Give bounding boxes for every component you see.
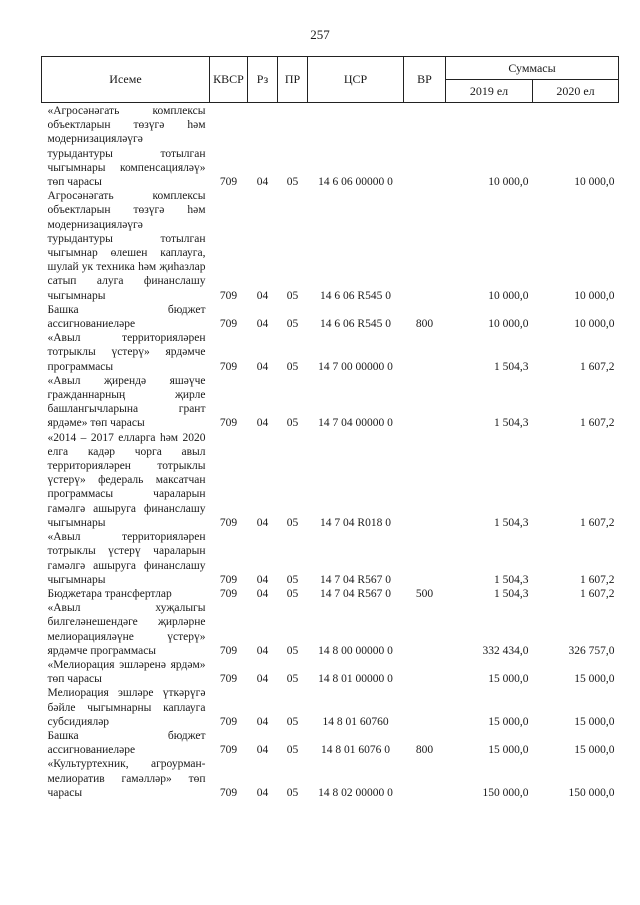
row-2020: 1 607,2 (580, 360, 615, 373)
row-pr: 05 (286, 715, 299, 728)
row-name: «2014 – 2017 елларга һәм 2020 елга кадәр чорга авыл территорияләрен тотрыклы үстерү» федераль максатчан программасы чараларын гамәлгә ашыруга финанслашу чыгымнары (47, 431, 206, 529)
row-pr: 05 (286, 318, 299, 331)
table-row (42, 103, 619, 190)
row-name: Бюджетара трансфертлар (47, 587, 172, 600)
row-vr: 800 (415, 318, 434, 331)
row-2020: 10 000,0 (574, 176, 615, 189)
table-row (42, 431, 619, 530)
header-name: Исеме (42, 57, 210, 103)
row-kvsr: 709 (219, 644, 238, 657)
row-name: «Мелиорация эшләренә ярдәм» төп чарасы (47, 658, 206, 686)
row-2019: 332 434,0 (482, 644, 529, 657)
row-kvsr: 709 (219, 360, 238, 373)
row-rz: 04 (256, 516, 269, 529)
row-pr: 05 (286, 176, 299, 189)
row-2019: 1 504,3 (494, 587, 529, 600)
row-2020: 1 607,2 (580, 516, 615, 529)
row-2019: 10 000,0 (488, 289, 529, 302)
row-2019: 1 504,3 (494, 516, 529, 529)
row-2019: 15 000,0 (488, 673, 529, 686)
row-csr: 14 8 01 6076 0 (321, 744, 390, 757)
table-row (42, 658, 619, 686)
row-pr: 05 (286, 673, 299, 686)
row-kvsr: 709 (219, 673, 238, 686)
row-vr (404, 103, 446, 190)
row-vr (404, 658, 446, 686)
row-vr (404, 331, 446, 374)
page-number: 257 (310, 27, 330, 42)
row-kvsr: 709 (219, 176, 238, 189)
row-kvsr: 709 (219, 516, 238, 529)
table-row (42, 601, 619, 658)
row-kvsr: 709 (219, 587, 238, 600)
row-pr: 05 (286, 644, 299, 657)
row-2019: 15 000,0 (488, 715, 529, 728)
row-pr: 05 (286, 289, 299, 302)
row-2020: 10 000,0 (574, 289, 615, 302)
row-2019: 1 504,3 (494, 417, 529, 430)
row-vr (404, 374, 446, 431)
row-pr: 05 (286, 360, 299, 373)
table-row (42, 331, 619, 374)
header-year-2019: 2019 ел (446, 80, 533, 103)
row-2019: 10 000,0 (488, 176, 529, 189)
row-kvsr: 709 (219, 715, 238, 728)
row-vr (404, 757, 446, 800)
row-kvsr: 709 (219, 417, 238, 430)
row-pr: 05 (286, 587, 299, 600)
header-csr: ЦСР (308, 57, 404, 103)
row-2019: 15 000,0 (488, 744, 529, 757)
row-kvsr: 709 (219, 289, 238, 302)
row-2020: 326 757,0 (568, 644, 615, 657)
row-2019: 1 504,3 (494, 573, 529, 586)
row-2019: 10 000,0 (488, 318, 529, 331)
row-rz: 04 (256, 573, 269, 586)
row-name: «Авыл җирендә яшәүче гражданнарның җирле башлангычларына грант ярдәме» төп чарасы (47, 374, 206, 430)
row-csr: 14 8 01 00000 0 (318, 673, 393, 686)
row-rz: 04 (256, 587, 269, 600)
row-csr: 14 7 04 R567 0 (320, 573, 391, 586)
header-sums: Суммасы (446, 57, 619, 80)
row-rz: 04 (256, 644, 269, 657)
row-pr: 05 (286, 744, 299, 757)
row-kvsr: 709 (219, 744, 238, 757)
row-2020: 1 607,2 (580, 587, 615, 600)
row-2020: 1 607,2 (580, 573, 615, 586)
row-2019: 150 000,0 (482, 786, 529, 799)
row-rz: 04 (256, 744, 269, 757)
row-name: Башка бюджет ассигнованиеләре (47, 303, 206, 331)
row-vr (404, 601, 446, 658)
header-year-2020: 2020 ел (533, 80, 619, 103)
row-name: Мелиорация эшләре үткәрүгә бәйле чыгымнарны каплауга субсидияләр (47, 687, 206, 728)
row-pr: 05 (286, 417, 299, 430)
row-pr: 05 (286, 516, 299, 529)
row-name: Агросәнәгать комплексы объектларын төзүгә һәм модернизацияләүгә турыдантуры тотылган чыгымнар өлешен каплауга, шулай ук техника һәм җиһазлар сатып алуга финанслашу чыгымнары (47, 190, 206, 302)
header-kvsr: КВСР (210, 57, 248, 103)
row-kvsr: 709 (219, 573, 238, 586)
table-row (42, 757, 619, 800)
row-name: «Авыл территорияләрен тотрыклы үстерү» ярдәмче программасы (47, 332, 206, 373)
row-name: Башка бюджет ассигнованиеләре (47, 729, 206, 757)
row-csr: 14 6 06 R545 0 (320, 318, 391, 331)
row-vr (404, 530, 446, 587)
row-csr: 14 7 04 R567 0 (320, 587, 391, 600)
row-2020: 1 607,2 (580, 417, 615, 430)
row-2020: 150 000,0 (568, 786, 615, 799)
table-row (42, 729, 619, 757)
row-csr: 14 8 01 60760 (322, 715, 389, 728)
row-name: «Авыл хуҗалыгы билгеләнешендәге җирләрне мелиорацияләүне үстерү» ярдәмче программасы (47, 602, 206, 657)
row-vr: 500 (415, 587, 434, 600)
table-row (42, 189, 619, 303)
header-rz: Рз (248, 57, 278, 103)
row-csr: 14 7 04 00000 0 (318, 417, 393, 430)
row-2019: 1 504,3 (494, 360, 529, 373)
row-pr: 05 (286, 786, 299, 799)
row-kvsr: 709 (219, 318, 238, 331)
row-rz: 04 (256, 289, 269, 302)
row-csr: 14 7 04 R018 0 (320, 516, 391, 529)
row-name: «Культуртехник, агроурман-мелиоратив гамәлләр» төп чарасы (47, 758, 206, 799)
row-2020: 15 000,0 (574, 744, 615, 757)
row-2020: 10 000,0 (574, 318, 615, 331)
row-2020: 15 000,0 (574, 673, 615, 686)
table-row (42, 587, 619, 601)
row-vr (404, 189, 446, 303)
row-csr: 14 7 00 00000 0 (318, 360, 393, 373)
header-vr: ВР (404, 57, 446, 103)
row-kvsr: 709 (219, 786, 238, 799)
budget-table (41, 56, 619, 800)
row-rz: 04 (256, 715, 269, 728)
row-name: «Авыл территорияләрен тотрыклы үстерү чараларын гамәлгә ашыруга финанслашу чыгымнары (47, 531, 206, 586)
row-rz: 04 (256, 786, 269, 799)
table-row (42, 686, 619, 729)
row-csr: 14 8 02 00000 0 (318, 786, 393, 799)
row-pr: 05 (286, 573, 299, 586)
row-csr: 14 6 06 00000 0 (318, 176, 393, 189)
row-csr: 14 6 06 R545 0 (320, 289, 391, 302)
table-body (42, 103, 619, 800)
row-rz: 04 (256, 176, 269, 189)
row-csr: 14 8 00 00000 0 (318, 644, 393, 657)
table-row (42, 374, 619, 431)
row-rz: 04 (256, 318, 269, 331)
row-rz: 04 (256, 360, 269, 373)
table-row (42, 530, 619, 587)
row-2020: 15 000,0 (574, 715, 615, 728)
table-row (42, 303, 619, 331)
row-rz: 04 (256, 673, 269, 686)
row-vr: 800 (415, 744, 434, 757)
header-pr: ПР (278, 57, 308, 103)
row-vr (404, 686, 446, 729)
row-rz: 04 (256, 417, 269, 430)
row-vr (404, 431, 446, 530)
row-name: «Агросәнәгать комплексы объектларын төзүгә һәм модернизацияләүгә турыдантуры тотылган чыгымнары компенсацияләү» төп чарасы (47, 105, 206, 189)
